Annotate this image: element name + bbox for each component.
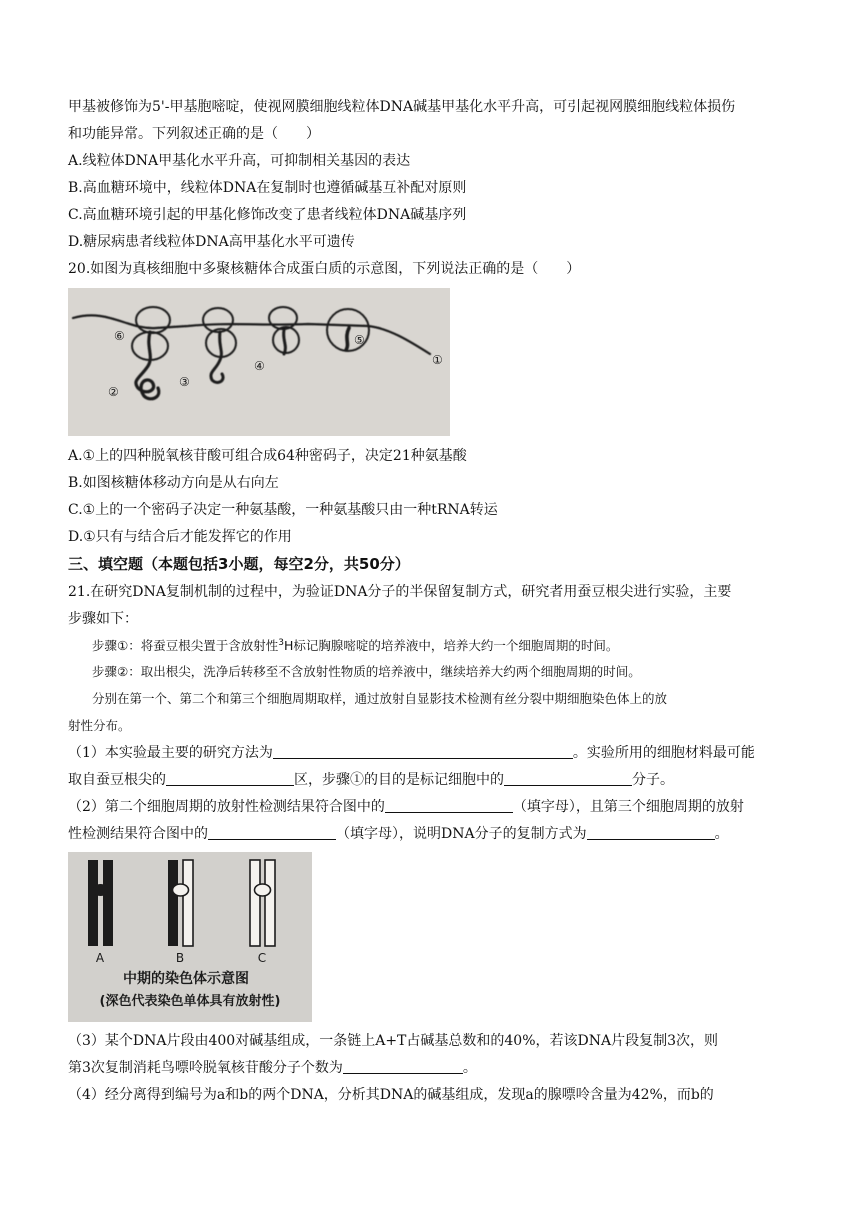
answer-blank-cycle2[interactable] — [385, 798, 513, 813]
q21-part1-line2 — [68, 770, 792, 790]
q19-option-a: A.线粒体DNA甲基化水平升高，可抑制相关基因的表达 — [68, 153, 411, 169]
label-2: ② — [108, 385, 119, 399]
q21-step2: 步骤②：取出根尖，洗净后转移至不含放射性物质的培养液中，继续培养大约两个细胞周期的时间。 — [92, 664, 641, 679]
label-1: ① — [432, 353, 443, 367]
p1-text-e: 分子。 — [632, 772, 674, 788]
label-5: ⑤ — [354, 333, 365, 347]
q21-step3-line2: 射性分布。 — [68, 718, 131, 733]
p1-text-a: （1）本实验最主要的研究方法为 — [68, 745, 273, 761]
q21-part3-line2 — [68, 1058, 792, 1078]
q19-option-b: B.高血糖环境中，线粒体DNA在复制时也遵循碱基互补配对原则 — [68, 180, 467, 196]
q19-option-c: C.高血糖环境引起的甲基化修饰改变了患者线粒体DNA碱基序列 — [68, 207, 467, 223]
p1-text-c: 取自蚕豆根尖的 — [68, 772, 166, 788]
q21-step3-line1: 分别在第一个、第二个和第三个细胞周期取样，通过放射自显影技术检测有丝分裂中期细胞染色体上的放 — [92, 691, 668, 706]
q19-stem-line1: 甲基被修饰为5'-甲基胞嘧啶，使视网膜细胞线粒体DNA碱基甲基化水平升高，可引起视网膜细胞线粒体损伤 — [68, 99, 736, 115]
q21-part3-line1: （3）某个DNA片段由400对碱基组成，一条链上A+T占碱基总数和的40%，若该DNA片段复制3次，则 — [68, 1033, 718, 1049]
q21-step1 — [92, 636, 816, 656]
p1-text-d: 区，步骤①的目的是标记细胞中的 — [294, 772, 504, 788]
label-3: ③ — [179, 375, 190, 389]
fig2-caption-line1: 中期的染色体示意图 — [123, 971, 249, 987]
q19-option-d: D.糖尿病患者线粒体DNA高甲基化水平可遗传 — [68, 234, 355, 250]
section-heading: 三、填空题（本题包括3小题，每空2分，共50分） — [68, 555, 410, 573]
q20-option-a: A.①上的四种脱氧核苷酸可组合成64种密码子，决定21种氨基酸 — [68, 448, 467, 464]
q20-option-b: B.如图核糖体移动方向是从右向左 — [68, 475, 279, 491]
step1-text-a: 步骤①：将蚕豆根尖置于含放射性 — [92, 638, 279, 653]
answer-blank-cycle3[interactable] — [208, 825, 336, 840]
chromosome-drawing — [68, 852, 312, 1022]
q21-part4-line1: （4）经分离得到编号为a和b的两个DNA，分析其DNA的碱基组成，发现a的腺嘌呤含量为42%，而b的 — [68, 1087, 714, 1103]
polyribosome-figure — [68, 288, 450, 436]
p2-text-a: （2）第二个细胞周期的放射性检测结果符合图中的 — [68, 799, 385, 815]
p3-text-c: 。 — [462, 1060, 477, 1076]
label-6: ⑥ — [114, 329, 125, 343]
answer-blank-guanine-count[interactable] — [343, 1059, 463, 1074]
q21-stem-line1: 21.在研究DNA复制机制的过程中，为验证DNA分子的半保留复制方式，研究者用蚕豆根尖进行实验，主要 — [68, 584, 732, 600]
label-b: B — [175, 951, 185, 965]
q21-part2-line2 — [68, 824, 792, 844]
answer-blank-molecule[interactable] — [504, 771, 632, 786]
fig2-caption-line2: (深色代表染色单体具有放射性) — [99, 994, 281, 1009]
p2-text-b: （填字母），且第三个细胞周期的放射 — [512, 799, 744, 815]
p2-text-c: 性检测结果符合图中的 — [68, 826, 208, 842]
q20-stem: 20.如图为真核细胞中多聚核糖体合成蛋白质的示意图，下列说法正确的是（ ） — [68, 261, 581, 277]
q21-part1-line1 — [68, 743, 792, 763]
label-a: A — [95, 951, 105, 965]
polyribosome-drawing — [68, 288, 450, 436]
q20-option-c: C.①上的一个密码子决定一种氨基酸，一种氨基酸只由一种tRNA转运 — [68, 502, 498, 518]
p2-text-d: （填字母），说明DNA分子的复制方式为 — [336, 826, 587, 842]
q20-option-d: D.①只有与结合后才能发挥它的作用 — [68, 529, 292, 545]
p2-text-e: 。 — [714, 826, 729, 842]
q21-part2-line1 — [68, 797, 792, 817]
answer-blank-method[interactable] — [273, 744, 573, 759]
p1-text-b: 。实验所用的细胞材料最可能 — [572, 745, 755, 761]
chromosome-c — [250, 860, 275, 946]
answer-blank-replication-mode[interactable] — [587, 825, 715, 840]
chromosome-figure — [68, 852, 312, 1022]
chromosome-b — [168, 860, 193, 946]
chromosome-a — [88, 860, 113, 946]
step1-text-b: H标记胸腺嘧啶的培养液中，培养大约一个细胞周期的时间。 — [283, 638, 619, 653]
q21-stem-line2: 步骤如下： — [68, 611, 138, 627]
answer-blank-region[interactable] — [166, 771, 294, 786]
step1-superscript: 3 — [278, 638, 284, 648]
label-4: ④ — [254, 359, 265, 373]
q19-stem-line2: 和功能异常。下列叙述正确的是（ ） — [68, 126, 320, 142]
label-c: C — [257, 951, 267, 965]
p3-text-b: 第3次复制消耗鸟嘌呤脱氧核苷酸分子个数为 — [68, 1060, 343, 1076]
